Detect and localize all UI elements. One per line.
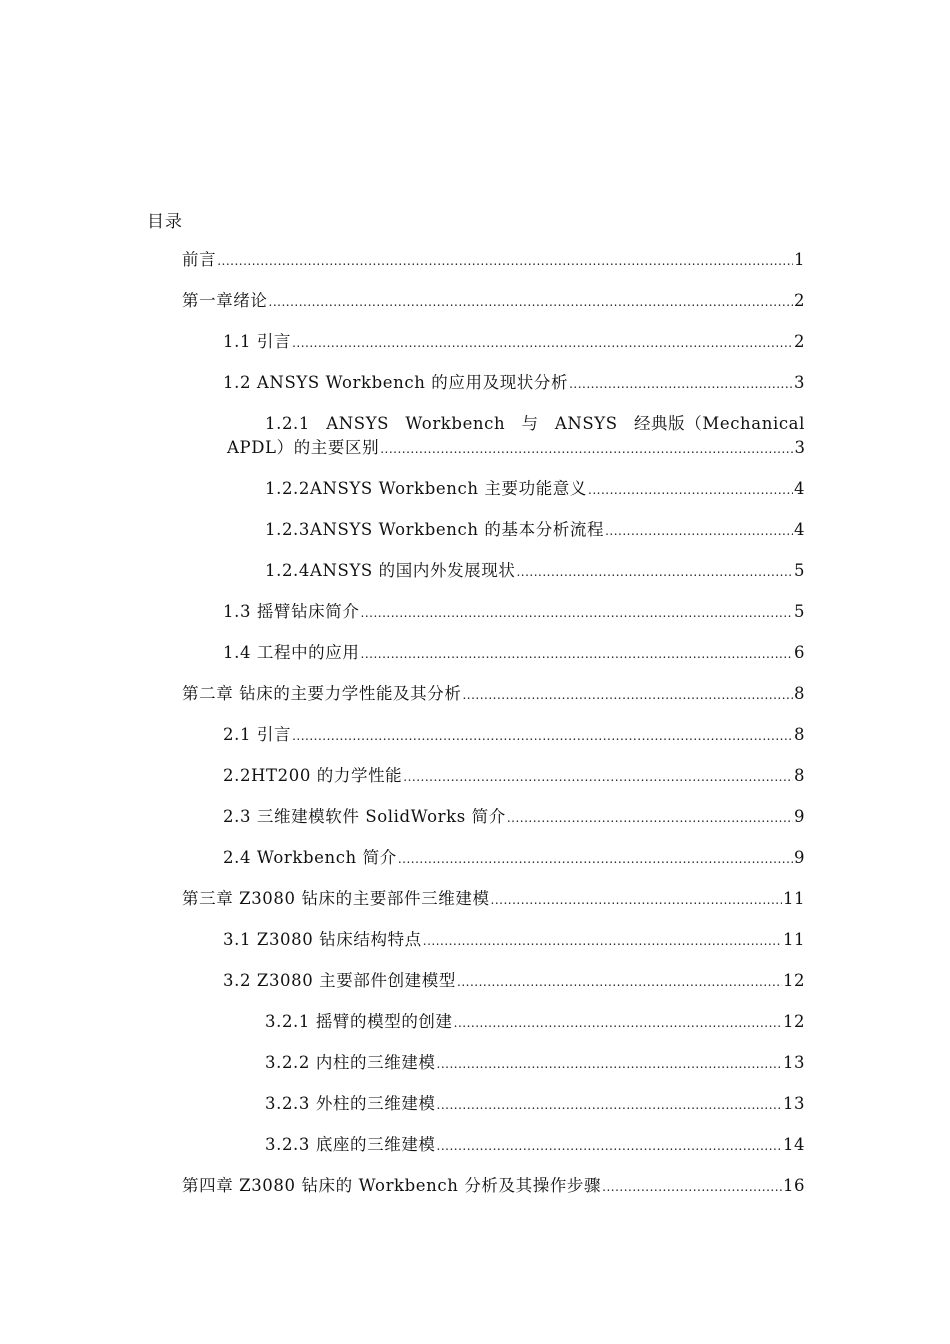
dot-leader (569, 372, 793, 396)
dot-leader (398, 847, 793, 871)
toc-entry-label: 3.2.3 外柱的三维建模 (265, 1094, 436, 1113)
toc-page-number: 3 (794, 373, 805, 392)
dot-leader (588, 478, 793, 502)
toc-page-number: 8 (794, 684, 805, 703)
dot-leader (491, 888, 782, 912)
dot-leader (507, 806, 793, 830)
dot-leader (457, 970, 782, 994)
toc-entry-3-2-1[interactable] (265, 1010, 805, 1034)
toc-entry-3-2[interactable] (223, 969, 805, 993)
toc-page-number: 5 (794, 602, 805, 621)
toc-entry-label: 1.2.4ANSYS 的国内外发展现状 (265, 561, 516, 580)
toc-entry-3-2-3a[interactable] (265, 1092, 805, 1116)
toc-entry-3-2-2[interactable] (265, 1051, 805, 1075)
label-word: ANSYS (554, 414, 618, 433)
toc-entry-2-3[interactable] (223, 805, 805, 829)
toc-entry-label: 前言 (182, 250, 217, 269)
toc-entry-1-1[interactable] (223, 330, 805, 354)
toc-page-number: 4 (794, 520, 805, 539)
dot-leader (605, 519, 793, 543)
toc-page-number: 9 (794, 848, 805, 867)
dot-leader (423, 929, 782, 953)
toc-page-number: 1 (794, 250, 805, 269)
dot-leader (462, 683, 793, 707)
toc-entry-1-2-2[interactable] (265, 477, 805, 501)
toc-page-number: 12 (783, 971, 805, 990)
toc-entry-2-4[interactable] (223, 846, 805, 870)
toc-page-number: 9 (794, 807, 805, 826)
toc-entry-label: 2.3 三维建模软件 SolidWorks 简介 (223, 807, 506, 826)
dot-leader (516, 560, 793, 584)
toc-page-number: 11 (783, 930, 805, 949)
label-word: Workbench (405, 414, 506, 433)
toc-entry-label: 1.3 摇臂钻床简介 (223, 602, 360, 621)
dot-leader (292, 724, 793, 748)
toc-page-number: 12 (783, 1012, 805, 1031)
dot-leader (454, 1011, 782, 1035)
toc-entry-chapter-4[interactable] (182, 1174, 805, 1198)
toc-entry-label: 2.1 引言 (223, 725, 292, 744)
toc-entry-label: 1.1 引言 (223, 332, 292, 351)
dot-leader (602, 1175, 782, 1199)
toc-page-number: 14 (783, 1135, 805, 1154)
toc-entry-label: 3.2 Z3080 主要部件创建模型 (223, 971, 456, 990)
toc-entry-label: 3.2.3 底座的三维建模 (265, 1135, 436, 1154)
toc-entry-label: 第一章绪论 (182, 291, 268, 310)
dot-leader (361, 601, 794, 625)
toc-entry-label: 1.2 ANSYS Workbench 的应用及现状分析 (223, 373, 569, 392)
toc-entry-label: 2.2HT200 的力学性能 (223, 766, 403, 785)
toc-page-number: 5 (794, 561, 805, 580)
toc-entry-preface[interactable] (182, 248, 805, 272)
toc-page-number: 11 (783, 889, 805, 908)
toc-entry-label: 第四章 Z3080 钻床的 Workbench 分析及其操作步骤 (182, 1176, 602, 1195)
toc-entry-label: 3.2.2 内柱的三维建模 (265, 1053, 436, 1072)
label-word: 1.2.1 (265, 414, 310, 433)
dot-leader (437, 1052, 782, 1076)
toc-entry-label: 1.2.3ANSYS Workbench 的基本分析流程 (265, 520, 605, 539)
dot-leader (437, 1134, 782, 1158)
toc-entry-1-2-1[interactable] (227, 412, 805, 461)
dot-leader (437, 1093, 782, 1117)
toc-page-number: 4 (794, 479, 805, 498)
toc-page-number: 13 (783, 1053, 805, 1072)
toc-entry-1-3[interactable] (223, 600, 805, 624)
toc-entry-label-line2 (227, 436, 805, 461)
dot-leader (380, 437, 793, 461)
toc-entry-1-2-3[interactable] (265, 518, 805, 542)
toc-page-number: 6 (794, 643, 805, 662)
toc-entry-label-line1 (227, 412, 805, 436)
toc-entry-chapter-2[interactable] (182, 682, 805, 706)
label-word: 与 (521, 414, 539, 433)
toc-entry-1-2-4[interactable] (265, 559, 805, 583)
toc-page-number: 2 (794, 332, 805, 351)
label-word: ANSYS (326, 414, 390, 433)
toc-entry-chapter-3[interactable] (182, 887, 805, 911)
toc-title: 目录 (147, 212, 183, 232)
toc-entry-label: 2.4 Workbench 简介 (223, 848, 397, 867)
toc-entry-label: 第三章 Z3080 钻床的主要部件三维建模 (182, 889, 490, 908)
toc-page-number: 3 (794, 438, 805, 457)
toc-page-number: 8 (794, 725, 805, 744)
toc-page-number: 16 (783, 1176, 805, 1195)
toc-entry-label: 1.4 工程中的应用 (223, 643, 360, 662)
dot-leader (217, 249, 793, 273)
toc-entry-label: APDL）的主要区别 (227, 438, 380, 457)
toc-entry-chapter-1[interactable] (182, 289, 805, 313)
dot-leader (403, 765, 793, 789)
dot-leader (292, 331, 793, 355)
toc-entry-label: 3.2.1 摇臂的模型的创建 (265, 1012, 453, 1031)
toc-entry-label: 第二章 钻床的主要力学性能及其分析 (182, 684, 462, 703)
toc-entry-1-2[interactable] (223, 371, 805, 395)
toc-entry-3-2-3b[interactable] (265, 1133, 805, 1157)
toc-entry-1-4[interactable] (223, 641, 805, 665)
label-word: 经典版（Mechanical (633, 414, 805, 433)
toc-page-number: 13 (783, 1094, 805, 1113)
toc-page-number: 8 (794, 766, 805, 785)
dot-leader (361, 642, 794, 666)
dot-leader (269, 290, 794, 314)
toc-page-number: 2 (794, 291, 805, 310)
toc-entry-label: 3.1 Z3080 钻床结构特点 (223, 930, 422, 949)
toc-entry-label: 1.2.2ANSYS Workbench 主要功能意义 (265, 479, 588, 498)
toc-entry-2-1[interactable] (223, 723, 805, 747)
toc-entry-2-2[interactable] (223, 764, 805, 788)
toc-entry-3-1[interactable] (223, 928, 805, 952)
